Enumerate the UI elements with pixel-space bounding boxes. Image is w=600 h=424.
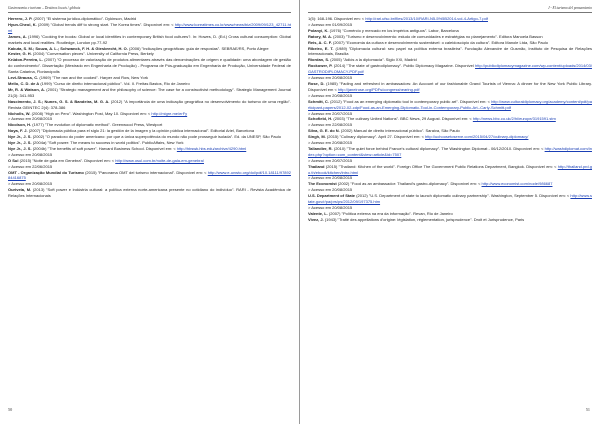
reference-text: > Acesso em 20/08/2015 <box>308 175 353 181</box>
reference-author: OMT - Organização Mundial do Turismo <box>8 169 84 175</box>
reference-text: > Acesso em 20/08/2015 <box>8 181 53 187</box>
reference-text: (2012) "Food as an emerging diplomatic tool in contemporary public art". Disponível em: < <box>330 98 490 104</box>
reference-author: Riordan, S. <box>308 57 330 63</box>
page-number: 51 <box>585 407 590 412</box>
reference-author: Mello, C. D. de A <box>8 80 40 86</box>
reference-author: Reis, A. C. F. <box>308 39 332 45</box>
reference-text: (2015) "Noite de gala em Genebra". Disponível em: < <box>19 157 115 163</box>
reference-text: (2008) "High on Peru". Washington Post, May 10. Disponível em: < <box>31 110 151 116</box>
reference-text: (2009) "Global trends diff to strong start. The Korea times". Disponível em: < <box>37 21 174 27</box>
reference-text: (2007) "El sistema jurídico-diplomático". Dykinson, Madrid <box>33 16 137 21</box>
reference-link[interactable]: http://publicdiplomacymagazine.com/wp-content/uploads/2014/03/GASTRODIPLOMACY-PDF.pdf <box>308 63 592 75</box>
reference-text: (2013) "Soft power e indústria cultural: a política externa norte-americana presente no cotidiano do indivíduo". RARI - Revista Acadêmica de Relações Internacionais <box>8 187 291 199</box>
running-head: J - El turismo del pensamiento <box>308 6 592 13</box>
reference-entry <box>308 164 592 176</box>
reference-author: Schofield, H. <box>308 116 333 122</box>
reference-author: Kakuta, S. M.; Souza, A. L.; Schwanck, F. H. & Giesbrecht, H. O. <box>8 45 128 51</box>
reference-author: James, A. <box>8 33 27 39</box>
reference-text: (2003) "Turismo e desenvolvimento: estudo de comunidades e estratégias no planejamento". Editora Manoela Basson <box>333 33 543 39</box>
reference-author: Hyun-Cheol, K. <box>8 21 37 27</box>
reference-text: 1(5): 168-196. Disponível em: < <box>308 16 365 21</box>
reference-author: Silva, G. E. do N. <box>308 128 340 134</box>
reference-list <box>308 16 592 223</box>
reference-text: (2012) "A importância de uma indicação geográfica no desenvolvimento do turismo de uma região". Revista GEINTEC 2(4): 378-386 <box>8 98 291 110</box>
reference-text: (2007) "Diplomacia pública para el siglo 21: la gestión de la imagen y la opinión pública internacional". Editorial Ariel, Barcelona <box>28 128 255 134</box>
reference-author: Krüdon-Pereira, L. <box>8 57 43 63</box>
reference-link[interactable]: http://www.economist.com/node/986687 <box>481 181 553 187</box>
reference-author: O Sul <box>8 157 19 163</box>
reference-author: Mr, R. & Watson, A. <box>8 86 45 92</box>
reference-text: > Acesso em 01/09/2015 <box>308 21 353 27</box>
reference-text: (1977) "The evolution of diplomatic method". Greenwood Press, Westport <box>32 122 163 128</box>
reference-entry <box>8 99 291 111</box>
reference-text: (2004a) "Soft power: The means to success in world politics". PublicAffairs, New York <box>32 140 184 146</box>
reference-text: (2015) "Thailand: Kitchen of the world". Foreign Office The Government Public Relations Department, Bangkok. Disponível em: < <box>325 163 557 169</box>
reference-entry <box>8 57 291 75</box>
reference-text: (1989) "Diplomacia cultural: seu papel na política externa brasileira". Fundação Alexandre de Gusmão, Instituto de Pesquisa de Relações Internacionais, Brasília <box>308 45 592 57</box>
reference-author: Ribeiro, E. T. <box>308 45 334 51</box>
reference-text: (2012) "U.S. Department of state to launch diplomatic culinary partnership". Washington, September 5. Disponível em: < <box>356 193 570 199</box>
reference-author: Singh, M. <box>308 134 326 140</box>
reference-text: (2015) "Culinary diplomacy". April 27. Disponível em: < <box>326 134 424 140</box>
reference-text: (1999) "Curso de direito internacional público". Vol. II. Freitas Bastos, Rio de Janeiro <box>40 80 190 86</box>
reference-text: (2010) "The quiet force behind France's cultural diplomacy". The Washington Diplomat - 06/12/2010. Disponível em: < <box>333 145 544 151</box>
reference-link[interactable]: http://thailand.prd.go.th/ebook/kitchen/intro.html <box>308 163 592 175</box>
page-number: 50 <box>8 407 13 412</box>
reference-entry <box>308 217 592 223</box>
reference-author: Schmitt, C. <box>308 98 329 104</box>
reference-text: (2014) "The state of gastrodiplomacy". Public Diplomacy Magazine. Disponível <box>333 63 474 69</box>
reference-text: > Acesso em 20/08/2015 <box>308 92 353 98</box>
reference-author: Nascimento, J. S.; Nunes, G. S. & Bandeira, M. G. A. <box>8 98 110 104</box>
reference-text: (2004) "Conversation pieces". University of California Press, Berkely <box>32 51 154 57</box>
reference-text: (2015) "Panorama OMT del turismo internacional". Disponível em: < <box>85 169 207 175</box>
reference-text: (1996) "Cooking the books: Global or local identities in contemporary British food cultures?. In: Howes, D. (Ed.) Cross cultural consumption: Global markets and local realities. Routledge, London pp.77-92 <box>8 33 291 45</box>
reference-text: > Acesso em 20/08/2015 <box>308 205 353 210</box>
reference-author: Nye Jr., J. S. <box>8 145 32 151</box>
reference-entry <box>308 81 592 93</box>
reference-entry <box>8 87 291 99</box>
reference-text: (2005) "Adiós a la diplomacia". Siglo XXI, Madrid <box>330 57 417 63</box>
reference-text: (2001) "Strategic management and the philosophy of science: The case for a constructivist methodology". Strategic Management Journal 21(3): 341-953 <box>8 86 292 98</box>
reference-author: Herrero, J. P. <box>8 16 33 21</box>
reference-text: > Acesso em 20/08/2015 <box>308 140 353 146</box>
reference-text: > Acesso em 20/07/2015 <box>308 157 353 163</box>
reference-text: (2006) "Indicações geográficas: guia de respostas". SEBRAE/RS, Porto Alegre <box>129 45 269 51</box>
reference-entry <box>8 22 291 34</box>
reference-link[interactable]: http://www.e-unwto.org/doi/pdf/10.18111/9789284416875 <box>8 169 291 181</box>
reference-entry <box>308 99 592 111</box>
reference-link[interactable]: http://uchoosetoserve.com/2015/04/27/culinary-diplomacy/ <box>425 134 529 140</box>
reference-link[interactable]: http://janeirose.org/PDFs/congresshearing.pdf <box>337 86 420 92</box>
reference-link[interactable]: http://hbswk.hbs.edu/archive/4290.html <box>176 145 247 151</box>
reference-author: Ourivela, M. <box>8 187 32 193</box>
reference-author: Rockower, P. <box>308 63 333 69</box>
reference-author: Ratory, M. A. <box>308 33 333 39</box>
reference-link[interactable]: http://www.osul.com.br/noite-de-gala-em-genebra/ <box>115 157 204 163</box>
reference-link[interactable]: http://www.koreatimes.co.kr/www/news/biz/2009/09/123_42711.html <box>8 21 291 33</box>
reference-text: (2004b) "The benefits of soft power". Harvard Business School. Disponível em: < <box>32 145 176 151</box>
reference-entry <box>308 63 592 75</box>
reference-text: > Acesso em 20/08/2015 <box>308 75 353 81</box>
reference-text: (2002) "O paradoxo do poder americano: por que a única superpotência do mundo não pode prosseguir isolada". Ed. da UNESP, São Paulo <box>32 134 281 140</box>
reference-text: > Acesso em 20/08/2015 <box>308 187 353 193</box>
reference-text: > Acesso em 22/08/2015 <box>308 122 353 128</box>
reference-list <box>8 16 291 199</box>
reference-author: Nye Jr., J. S. <box>8 140 32 146</box>
reference-entry <box>308 193 592 205</box>
reference-link[interactable]: http://washdiplomat.com/index.php?option=com_content&view=article&id=7507 <box>308 145 592 157</box>
reference-text: (1943) "Traité des appellations d'origine: législation, réglementation, jurisprudence". Droit et Jurisprudence, Paris <box>324 216 525 222</box>
reference-text: > Acesso em 20/07/2015 <box>308 110 353 116</box>
reference-text: > Acesso em 20/08/2015 <box>8 151 53 157</box>
reference-text: (2007) "Política externa na era da informação". Revan, Rio de Janeiro <box>328 210 453 216</box>
reference-entry <box>8 170 291 182</box>
reference-author: U.S. Department of State <box>308 193 356 199</box>
reference-author: Thailand <box>308 163 325 169</box>
reference-entry <box>8 187 291 199</box>
reference-author: Tallandier, R. <box>308 145 333 151</box>
reference-link[interactable]: http://www.state.gov/r/pa/prs/ps/2012/09/197375.htm <box>308 193 592 205</box>
reference-link[interactable]: http://www.culturaldiplomacy.org/academy/content/pdf/participant-papers/2012-02-cdp/Food-as-an-Emerging-Diplomatic-Tool-in-Contemporary-Public-Art--Carly-Schmitt.pdf <box>308 98 592 110</box>
reference-author: Nicolson, H. <box>8 122 32 128</box>
reference-link[interactable]: http://migre.me/erFy <box>151 110 188 116</box>
reference-text: > Acesso em 20/08/2015 <box>8 116 53 122</box>
reference-author: Levi-Strauss, C. <box>8 75 39 81</box>
reference-text: (1976) "Comércio y mercado en los impérios antiguos". Labor, Barcelona <box>329 27 459 33</box>
reference-text: (2003) "The culinary United Nations". BBC News, 29 August. Disponível em: < <box>333 116 472 122</box>
reference-entry <box>308 46 592 58</box>
reference-author: Kester, G. H. <box>8 51 32 57</box>
reference-author: Nye Jr., J. S. <box>8 134 32 140</box>
reference-link[interactable]: http://news.bbc.co.uk/2/hi/europe/3191591.stm <box>472 116 556 122</box>
reference-link[interactable]: http://rari.ufsc.br/files/2013/10/RARI-N5-5%5B2014-vol-4-Artigo-7.pdf <box>365 16 488 21</box>
reference-author: Polanyi, K. <box>308 27 329 33</box>
reference-author: Noya, F. J. <box>8 128 28 134</box>
reference-author: Rose, D. <box>308 80 325 86</box>
reference-text: (2002) Manual de direito internacional público". Saraiva, São Paulo <box>340 128 460 134</box>
right-page <box>300 0 600 424</box>
reference-text: > Acesso em 22/06/2015 <box>8 163 53 169</box>
reference-text: (2007) "O processo de valorização de produtos alimentares através das denominações de origem e qualidade: uma abordagem de gestão do conhecimento". Dissertação (Mestrado em Engenharia de Produção) - Programa de Pós-graduação em Engenharia de Produção, Universidade Federal de Santa Catarina, Florianópolis <box>8 57 292 75</box>
reference-text: (2002) "Food as an ambassador: Thailand's gastro-diplomacy". Disponível em: < <box>337 181 481 187</box>
reference-author: The Economist <box>308 181 337 187</box>
reference-text: (1969) "The raw and the cooked". Harper and Row, New York <box>39 75 149 81</box>
running-head: Gastronomia e turismo – Destinos locais / globais <box>8 6 291 13</box>
reference-text: (1985) "Fading and refreshed in ambassadors: An Account of our fashionable Grand Tourists of Vienna: A dinner for the New York Public Library. Disponível em < <box>308 80 592 92</box>
reference-author: Valente, L. <box>308 210 328 216</box>
reference-text: (2007) "Economia da cultura e desenvolvimento sustentável: o caleidoscópio da cultura". Editora Manole Ltda, São Paulo <box>332 39 548 45</box>
reference-author: Vivez, J. <box>308 216 324 222</box>
reference-entry <box>308 146 592 158</box>
reference-author: Nicholls, W. <box>8 110 31 116</box>
reference-entry <box>8 34 291 46</box>
